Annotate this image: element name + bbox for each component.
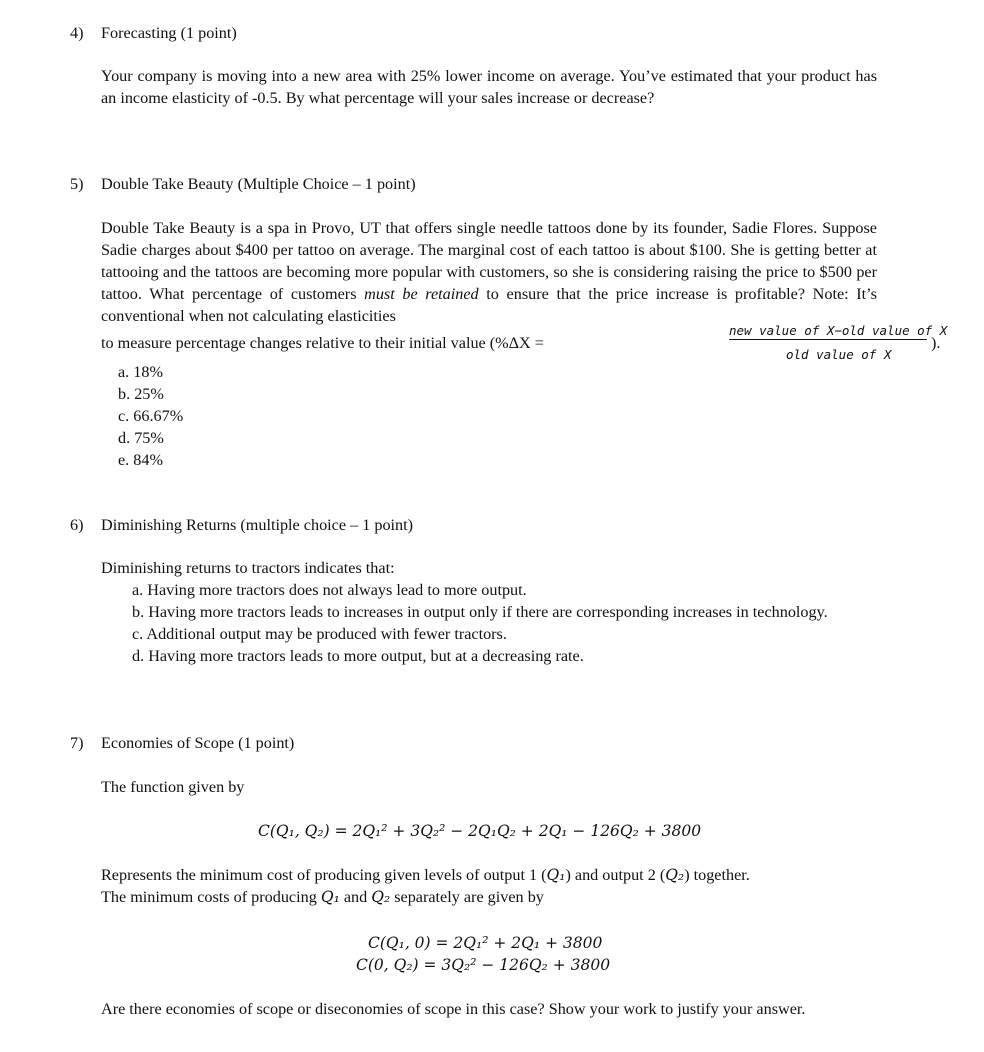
q7-number: 7) bbox=[70, 734, 84, 752]
q6-option-c: c. Additional output may be produced with fewer tractors. bbox=[132, 625, 507, 643]
q7-separate-part-1: The minimum costs of producing bbox=[101, 888, 321, 906]
q5-formula-fraction-bar bbox=[729, 339, 927, 340]
q5-body-emphasis: must be retained bbox=[364, 285, 479, 303]
q5-body bbox=[101, 217, 877, 327]
q6-title bbox=[70, 514, 413, 536]
q5-option-e: e. 84% bbox=[118, 451, 163, 469]
q7-represents-part-3: ) together. bbox=[684, 866, 750, 884]
q5-option-c: c. 66.67% bbox=[118, 407, 184, 425]
q7-represents-part-1: Represents the minimum cost of producing given levels of output 1 ( bbox=[101, 866, 547, 884]
q6-number: 6) bbox=[70, 516, 84, 534]
q7-title bbox=[70, 732, 294, 754]
q7-joint-cost-function: C(Q₁, Q₂) = 2Q₁² + 3Q₂² − 2Q₁Q₂ + 2Q₁ − 126Q₂ + 3800 bbox=[258, 822, 702, 840]
q6-title-text: Diminishing Returns (multiple choice – 1 point) bbox=[101, 516, 414, 534]
q5-body-text-1: Double Take Beauty is a spa in Provo, UT that offers single needle tattoos done by its founder, Sadie Flores. Suppose Sadie charges about $400 per tattoo on average. The marginal cost of each tattoo is about $100. She is getting better at tattooing and the tattoos are becoming more popular with customers, so she is considering raising the price to $500 per tattoo. What percentage of customers bbox=[101, 219, 877, 303]
q5-options bbox=[118, 361, 183, 471]
q7-separate-q1: Q₁ bbox=[320, 888, 340, 906]
q4-body: Your company is moving into a new area with 25% lower income on average. You’ve estimated that your product has an income elasticity of -0.5. By what percentage will your sales increase or decrease? bbox=[101, 67, 877, 107]
q5-title bbox=[70, 173, 416, 195]
q4-number: 4) bbox=[70, 24, 84, 42]
q5-number: 5) bbox=[70, 175, 84, 193]
q7-represents-q1: Q₁ bbox=[546, 866, 566, 884]
q6-options bbox=[132, 579, 877, 667]
q5-formula-numerator: new value of X−old value of X bbox=[729, 323, 948, 338]
q5-percent-change-formula bbox=[101, 320, 948, 370]
q7-cost-q2-only: C(0, Q₂) = 3Q₂² − 126Q₂ + 3800 bbox=[356, 956, 611, 974]
q7-represents-text bbox=[101, 864, 877, 908]
q5-body-text-2: to ensure that the price increase is profitable? Note: It’s conventional when not calculating elasticities bbox=[101, 285, 877, 325]
q7-separate-part-3: separately are given by bbox=[390, 888, 544, 906]
q4-title-text: Forecasting (1 point) bbox=[101, 24, 237, 42]
q4-title bbox=[70, 22, 237, 44]
q7-represents-part-2: ) and output 2 ( bbox=[565, 866, 666, 884]
q5-option-b: b. 25% bbox=[118, 385, 164, 403]
q7-separate-part-2: and bbox=[339, 888, 372, 906]
q5-formula-lead: to measure percentage changes relative to their initial value (%ΔX = bbox=[101, 334, 544, 352]
q7-question: Are there economies of scope or diseconomies of scope in this case? Show your work to justify your answer. bbox=[101, 1000, 806, 1018]
q6-option-a: a. Having more tractors does not always lead to more output. bbox=[132, 581, 527, 599]
q5-option-a: a. 18% bbox=[118, 363, 163, 381]
q5-title-text: Double Take Beauty (Multiple Choice – 1 point) bbox=[101, 175, 416, 193]
q5-option-d: d. 75% bbox=[118, 429, 164, 447]
q6-prompt: Diminishing returns to tractors indicates that: bbox=[101, 559, 395, 577]
q7-title-text: Economies of Scope (1 point) bbox=[101, 734, 295, 752]
q5-formula-close: ). bbox=[931, 334, 941, 352]
q7-separate-q2: Q₂ bbox=[371, 888, 391, 906]
q6-option-b: b. Having more tractors leads to increases in output only if there are corresponding increases in technology. bbox=[132, 603, 828, 621]
q6-option-d: d. Having more tractors leads to more output, but at a decreasing rate. bbox=[132, 647, 584, 665]
q7-cost-q1-only: C(Q₁, 0) = 2Q₁² + 2Q₁ + 3800 bbox=[368, 934, 603, 952]
q7-intro: The function given by bbox=[101, 778, 245, 796]
q5-formula-denominator: old value of X bbox=[786, 347, 892, 362]
q7-represents-q2: Q₂ bbox=[665, 866, 685, 884]
